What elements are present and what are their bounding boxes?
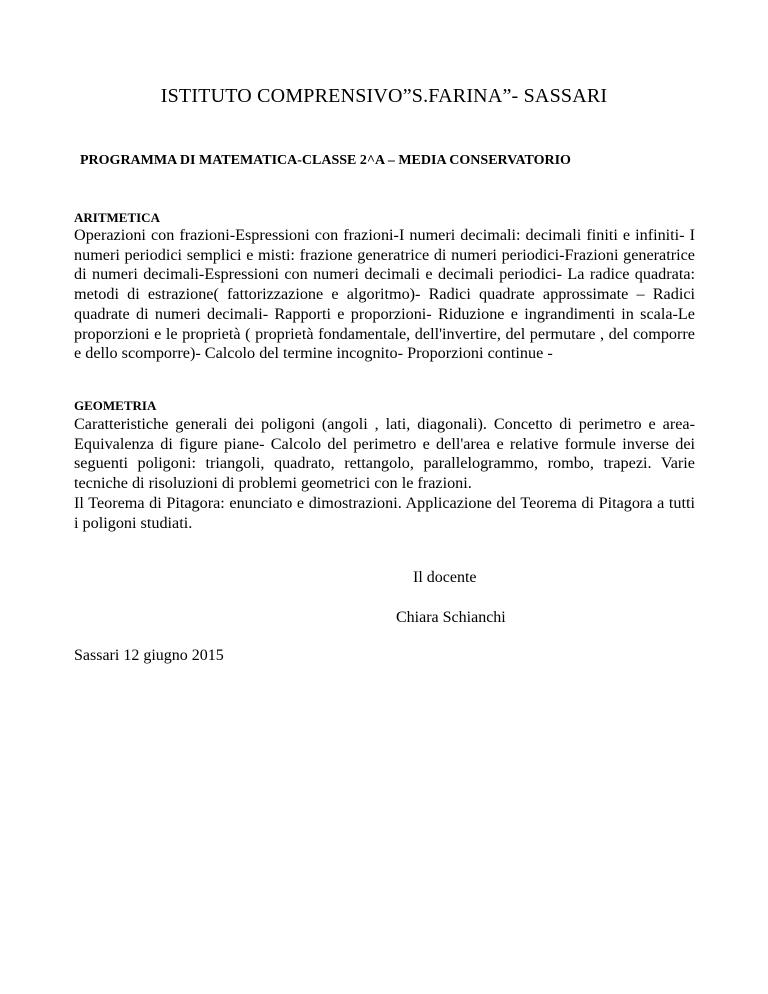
school-title: ISTITUTO COMPRENSIVO”S.FARINA”- SASSARI (160, 85, 608, 107)
signature-label: Il docente (413, 569, 477, 586)
geometria-heading: GEOMETRIA (74, 398, 157, 413)
aritmetica-paragraph: Operazioni con frazioni-Espressioni con frazioni-I numeri decimali: decimali finiti e infiniti- I numeri periodici semplici e misti: frazione generatrice di numeri periodici-Frazioni generatrice di numeri decimali-Espressioni con numeri decimali e decimali periodici- La radice quadrata: metodi di estrazione( fattorizzazione e algoritmo)- Radici quadrate approssimate – Radici quadrate di numeri decimali- Rapporti e proporzioni- Riduzione e ingrandimenti in scala-Le proporzioni e le proprietà ( proprietà fondamentale, dell'invertire, del permutare , del comporre e dello scomporre)- Calcolo del termine incognito- Proporzioni continue - (74, 226, 695, 363)
aritmetica-body (74, 226, 695, 364)
place-date: Sassari 12 giugno 2015 (74, 647, 224, 664)
geometria-paragraph: Caratteristiche generali dei poligoni (angoli , lati, diagonali). Concetto di perimetro e area- Equivalenza di figure piane- Calcolo del perimetro e dell'area e relative formule inverse dei seguenti poligoni: triangoli, quadrato, rettangolo, parallelogrammo, rombo, trapezi. Varie tecniche di risoluzioni di problemi geometrici con le frazioni. (74, 415, 695, 493)
aritmetica-heading: ARITMETICA (74, 210, 160, 225)
geometria-body (74, 415, 695, 533)
program-title: PROGRAMMA DI MATEMATICA-CLASSE 2^A – MEDIA CONSERVATORIO (80, 153, 571, 168)
signature-name: Chiara Schianchi (396, 609, 506, 626)
geometria-paragraph: Il Teorema di Pitagora: enunciato e dimostrazioni. Applicazione del Teorema di Pitagora a tutti i poligoni studiati. (74, 493, 695, 532)
